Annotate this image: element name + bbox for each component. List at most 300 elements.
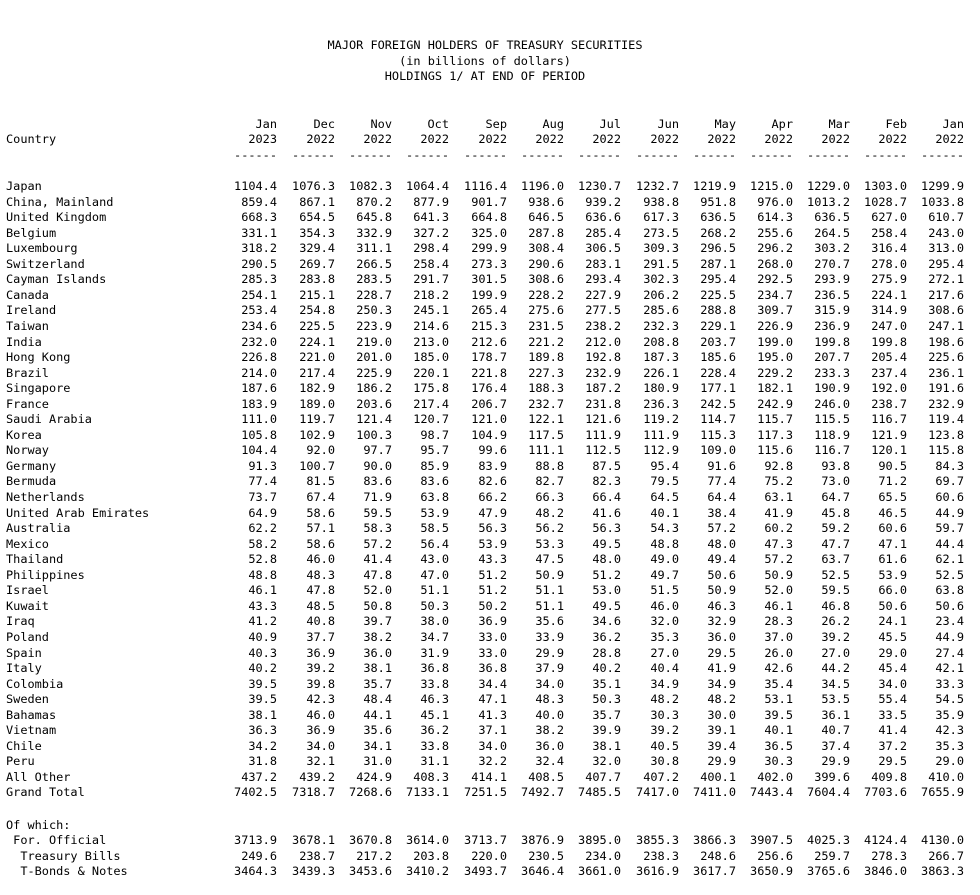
holding-value: 54.3 bbox=[650, 521, 679, 535]
holding-value: 226.8 bbox=[241, 350, 277, 364]
holding-value: 47.1 bbox=[878, 537, 907, 551]
holding-value: 40.1 bbox=[764, 723, 793, 737]
holding-value: 178.7 bbox=[471, 350, 507, 364]
holding-value: 52.0 bbox=[363, 583, 392, 597]
holding-value: 40.2 bbox=[248, 661, 277, 675]
holding-value: 182.9 bbox=[299, 381, 335, 395]
holding-value: 36.9 bbox=[306, 723, 335, 737]
holding-value: 327.2 bbox=[413, 226, 449, 240]
holding-value: 50.6 bbox=[878, 599, 907, 613]
holding-value: 51.5 bbox=[650, 583, 679, 597]
holding-value: 30.8 bbox=[650, 754, 679, 768]
holding-value: 61.6 bbox=[878, 552, 907, 566]
country-name: Netherlands bbox=[6, 490, 85, 504]
holding-value: 243.0 bbox=[928, 226, 964, 240]
holding-value: 287.8 bbox=[528, 226, 564, 240]
of-which-value: 230.5 bbox=[528, 849, 564, 863]
holding-value: 402.0 bbox=[757, 770, 793, 784]
holding-value: 83.9 bbox=[478, 459, 507, 473]
holding-value: 98.7 bbox=[420, 428, 449, 442]
holding-value: 617.3 bbox=[643, 210, 679, 224]
holding-value: 29.0 bbox=[935, 754, 964, 768]
column-underline: ------ bbox=[578, 148, 621, 162]
holding-value: 308.6 bbox=[928, 303, 964, 317]
of-which-value: 3866.3 bbox=[693, 833, 736, 847]
holding-value: 295.4 bbox=[928, 257, 964, 271]
holding-value: 29.5 bbox=[878, 754, 907, 768]
holding-value: 39.1 bbox=[707, 723, 736, 737]
holding-value: 199.8 bbox=[871, 335, 907, 349]
holding-value: 7485.5 bbox=[578, 785, 621, 799]
holding-value: 50.3 bbox=[592, 692, 621, 706]
holding-value: 237.4 bbox=[871, 366, 907, 380]
holding-value: 44.1 bbox=[363, 708, 392, 722]
holding-value: 227.3 bbox=[528, 366, 564, 380]
holding-value: 60.6 bbox=[878, 521, 907, 535]
holding-value: 116.7 bbox=[871, 412, 907, 426]
holding-value: 62.2 bbox=[248, 521, 277, 535]
holding-value: 34.7 bbox=[420, 630, 449, 644]
holding-value: 77.4 bbox=[248, 474, 277, 488]
of-which-value: 278.3 bbox=[871, 849, 907, 863]
column-year: 2022 bbox=[707, 132, 736, 146]
holding-value: 199.8 bbox=[814, 335, 850, 349]
country-name: Saudi Arabia bbox=[6, 412, 92, 426]
holding-value: 48.3 bbox=[535, 692, 564, 706]
holding-value: 54.5 bbox=[935, 692, 964, 706]
holding-value: 53.9 bbox=[478, 537, 507, 551]
column-underline: ------ bbox=[406, 148, 449, 162]
holding-value: 32.0 bbox=[592, 754, 621, 768]
holding-value: 7251.5 bbox=[464, 785, 507, 799]
holding-value: 33.3 bbox=[935, 677, 964, 691]
country-name: Poland bbox=[6, 630, 49, 644]
holding-value: 291.7 bbox=[413, 272, 449, 286]
holding-value: 40.3 bbox=[248, 646, 277, 660]
holding-value: 268.0 bbox=[757, 257, 793, 271]
holding-value: 224.1 bbox=[299, 335, 335, 349]
holding-value: 290.5 bbox=[241, 257, 277, 271]
country-name: Singapore bbox=[6, 381, 71, 395]
holding-value: 65.5 bbox=[878, 490, 907, 504]
holding-value: 122.1 bbox=[528, 412, 564, 426]
holding-value: 35.7 bbox=[363, 677, 392, 691]
column-underline: ------ bbox=[864, 148, 907, 162]
holding-value: 221.8 bbox=[471, 366, 507, 380]
holding-value: 34.0 bbox=[878, 677, 907, 691]
holding-value: 407.7 bbox=[585, 770, 621, 784]
holding-value: 33.9 bbox=[535, 630, 564, 644]
holding-value: 325.0 bbox=[471, 226, 507, 240]
holding-value: 287.1 bbox=[700, 257, 736, 271]
holding-value: 66.2 bbox=[478, 490, 507, 504]
holding-value: 57.2 bbox=[707, 521, 736, 535]
holding-value: 30.0 bbox=[707, 708, 736, 722]
holding-value: 242.9 bbox=[757, 397, 793, 411]
country-name: Sweden bbox=[6, 692, 49, 706]
holding-value: 31.9 bbox=[420, 646, 449, 660]
holding-value: 247.0 bbox=[871, 319, 907, 333]
holding-value: 410.0 bbox=[928, 770, 964, 784]
holding-value: 654.5 bbox=[299, 210, 335, 224]
holding-value: 247.1 bbox=[928, 319, 964, 333]
holding-value: 231.8 bbox=[585, 397, 621, 411]
column-month: Jan bbox=[255, 117, 277, 131]
holding-value: 234.7 bbox=[757, 288, 793, 302]
holding-value: 51.1 bbox=[535, 583, 564, 597]
holding-value: 63.8 bbox=[935, 583, 964, 597]
of-which-value: 3617.7 bbox=[693, 864, 736, 878]
holding-value: 34.0 bbox=[306, 739, 335, 753]
holding-value: 219.0 bbox=[356, 335, 392, 349]
holding-value: 49.5 bbox=[592, 599, 621, 613]
holding-value: 57.2 bbox=[764, 552, 793, 566]
holding-value: 50.9 bbox=[535, 568, 564, 582]
holding-value: 306.5 bbox=[585, 241, 621, 255]
holding-value: 104.4 bbox=[241, 443, 277, 457]
holding-value: 39.4 bbox=[707, 739, 736, 753]
country-name: Bermuda bbox=[6, 474, 57, 488]
holding-value: 266.5 bbox=[356, 257, 392, 271]
holding-value: 938.6 bbox=[528, 195, 564, 209]
holding-value: 229.1 bbox=[700, 319, 736, 333]
country-name: Luxembourg bbox=[6, 241, 78, 255]
of-which-value: 3650.9 bbox=[750, 864, 793, 878]
holding-value: 227.9 bbox=[585, 288, 621, 302]
holding-value: 105.8 bbox=[241, 428, 277, 442]
holding-value: 47.8 bbox=[363, 568, 392, 582]
of-which-value: 203.8 bbox=[413, 849, 449, 863]
holding-value: 220.1 bbox=[413, 366, 449, 380]
holding-value: 123.8 bbox=[928, 428, 964, 442]
holding-value: 38.2 bbox=[363, 630, 392, 644]
of-which-value: 4130.0 bbox=[921, 833, 964, 847]
holding-value: 221.0 bbox=[299, 350, 335, 364]
holding-value: 1215.0 bbox=[750, 179, 793, 193]
holding-value: 228.4 bbox=[700, 366, 736, 380]
holding-value: 414.1 bbox=[471, 770, 507, 784]
holding-value: 41.4 bbox=[363, 552, 392, 566]
holding-value: 43.0 bbox=[420, 552, 449, 566]
holding-value: 109.0 bbox=[700, 443, 736, 457]
holding-value: 52.0 bbox=[764, 583, 793, 597]
holding-value: 7402.5 bbox=[234, 785, 277, 799]
holding-value: 40.2 bbox=[592, 661, 621, 675]
column-year: 2022 bbox=[420, 132, 449, 146]
holding-value: 218.2 bbox=[413, 288, 449, 302]
holding-value: 1013.2 bbox=[807, 195, 850, 209]
holding-value: 114.7 bbox=[700, 412, 736, 426]
country-name: United Arab Emirates bbox=[6, 506, 150, 520]
holding-value: 901.7 bbox=[471, 195, 507, 209]
holding-value: 60.6 bbox=[935, 490, 964, 504]
holding-value: 309.7 bbox=[757, 303, 793, 317]
column-month: Nov bbox=[370, 117, 392, 131]
holding-value: 104.9 bbox=[471, 428, 507, 442]
holding-value: 201.0 bbox=[356, 350, 392, 364]
column-month: Jan bbox=[942, 117, 964, 131]
holding-value: 186.2 bbox=[356, 381, 392, 395]
holding-value: 115.7 bbox=[757, 412, 793, 426]
of-which-name: Treasury Bills bbox=[6, 849, 121, 863]
holding-value: 292.5 bbox=[757, 272, 793, 286]
holding-value: 56.4 bbox=[420, 537, 449, 551]
column-underline: ------ bbox=[807, 148, 850, 162]
column-year: 2022 bbox=[535, 132, 564, 146]
holding-value: 119.4 bbox=[928, 412, 964, 426]
holding-value: 309.3 bbox=[643, 241, 679, 255]
holding-value: 121.4 bbox=[356, 412, 392, 426]
holding-value: 34.9 bbox=[707, 677, 736, 691]
holding-value: 26.2 bbox=[821, 614, 850, 628]
holding-value: 225.9 bbox=[356, 366, 392, 380]
holding-value: 192.0 bbox=[871, 381, 907, 395]
holding-value: 32.1 bbox=[306, 754, 335, 768]
holding-value: 50.2 bbox=[478, 599, 507, 613]
of-which-value: 3713.9 bbox=[234, 833, 277, 847]
holding-value: 83.6 bbox=[363, 474, 392, 488]
holding-value: 40.4 bbox=[650, 661, 679, 675]
holding-value: 42.3 bbox=[306, 692, 335, 706]
holding-value: 71.2 bbox=[878, 474, 907, 488]
holding-value: 1219.9 bbox=[693, 179, 736, 193]
holding-value: 199.9 bbox=[471, 288, 507, 302]
holding-value: 119.7 bbox=[299, 412, 335, 426]
holding-value: 116.7 bbox=[814, 443, 850, 457]
holding-value: 97.7 bbox=[363, 443, 392, 457]
holding-value: 48.4 bbox=[363, 692, 392, 706]
holding-value: 1033.8 bbox=[921, 195, 964, 209]
holding-value: 42.3 bbox=[935, 723, 964, 737]
holding-value: 77.4 bbox=[707, 474, 736, 488]
holding-value: 58.6 bbox=[306, 537, 335, 551]
holding-value: 217.6 bbox=[928, 288, 964, 302]
holding-value: 36.2 bbox=[420, 723, 449, 737]
country-name: Italy bbox=[6, 661, 42, 675]
holding-value: 236.5 bbox=[814, 288, 850, 302]
holding-value: 37.1 bbox=[478, 723, 507, 737]
of-which-value: 3907.5 bbox=[750, 833, 793, 847]
holding-value: 268.2 bbox=[700, 226, 736, 240]
holding-value: 1082.3 bbox=[349, 179, 392, 193]
of-which-value: 3678.1 bbox=[292, 833, 335, 847]
holding-value: 408.5 bbox=[528, 770, 564, 784]
holding-value: 51.1 bbox=[535, 599, 564, 613]
holding-value: 34.5 bbox=[821, 677, 850, 691]
holding-value: 36.9 bbox=[306, 646, 335, 660]
holding-value: 7318.7 bbox=[292, 785, 335, 799]
holding-value: 52.8 bbox=[248, 552, 277, 566]
holding-value: 31.1 bbox=[420, 754, 449, 768]
holding-value: 66.3 bbox=[535, 490, 564, 504]
holding-value: 272.1 bbox=[928, 272, 964, 286]
holding-value: 50.9 bbox=[764, 568, 793, 582]
country-header: Country bbox=[6, 132, 57, 146]
holding-value: 64.4 bbox=[707, 490, 736, 504]
holding-value: 47.5 bbox=[535, 552, 564, 566]
holding-value: 182.1 bbox=[757, 381, 793, 395]
holding-value: 49.5 bbox=[592, 537, 621, 551]
holding-value: 254.1 bbox=[241, 288, 277, 302]
holding-value: 37.9 bbox=[535, 661, 564, 675]
holding-value: 1104.4 bbox=[234, 179, 277, 193]
holding-value: 36.9 bbox=[478, 614, 507, 628]
holding-value: 100.7 bbox=[299, 459, 335, 473]
holding-value: 254.8 bbox=[299, 303, 335, 317]
holding-value: 302.3 bbox=[643, 272, 679, 286]
country-name: Iraq bbox=[6, 614, 35, 628]
holding-value: 112.5 bbox=[585, 443, 621, 457]
holding-value: 32.4 bbox=[535, 754, 564, 768]
holding-value: 238.2 bbox=[585, 319, 621, 333]
holding-value: 111.1 bbox=[528, 443, 564, 457]
of-which-value: 3765.6 bbox=[807, 864, 850, 878]
column-month: Aug bbox=[542, 117, 564, 131]
column-underline: ------ bbox=[464, 148, 507, 162]
report-period: HOLDINGS 1/ AT END OF PERIOD bbox=[384, 69, 586, 83]
holding-value: 217.4 bbox=[413, 397, 449, 411]
of-which-value: 249.6 bbox=[241, 849, 277, 863]
country-name: All Other bbox=[6, 770, 71, 784]
holding-value: 225.5 bbox=[700, 288, 736, 302]
holding-value: 938.8 bbox=[643, 195, 679, 209]
holding-value: 187.6 bbox=[241, 381, 277, 395]
holding-value: 27.0 bbox=[821, 646, 850, 660]
holding-value: 234.6 bbox=[241, 319, 277, 333]
column-underline: ------ bbox=[521, 148, 564, 162]
holding-value: 7604.4 bbox=[807, 785, 850, 799]
holding-value: 90.5 bbox=[878, 459, 907, 473]
holding-value: 258.4 bbox=[413, 257, 449, 271]
holding-value: 40.1 bbox=[650, 506, 679, 520]
holding-value: 95.7 bbox=[420, 443, 449, 457]
holding-value: 51.2 bbox=[478, 568, 507, 582]
column-underline: ------ bbox=[292, 148, 335, 162]
holding-value: 939.2 bbox=[585, 195, 621, 209]
holding-value: 44.4 bbox=[935, 537, 964, 551]
holding-value: 1028.7 bbox=[864, 195, 907, 209]
holding-value: 232.3 bbox=[643, 319, 679, 333]
holding-value: 56.2 bbox=[535, 521, 564, 535]
holding-value: 38.4 bbox=[707, 506, 736, 520]
country-name: Philippines bbox=[6, 568, 85, 582]
holding-value: 58.6 bbox=[306, 506, 335, 520]
holding-value: 250.3 bbox=[356, 303, 392, 317]
holding-value: 121.0 bbox=[471, 412, 507, 426]
holding-value: 285.6 bbox=[643, 303, 679, 317]
holding-value: 31.8 bbox=[248, 754, 277, 768]
holding-value: 47.7 bbox=[821, 537, 850, 551]
holding-value: 33.5 bbox=[878, 708, 907, 722]
country-name: Spain bbox=[6, 646, 42, 660]
country-name: Colombia bbox=[6, 677, 64, 691]
holding-value: 424.9 bbox=[356, 770, 392, 784]
holding-value: 332.9 bbox=[356, 226, 392, 240]
holding-value: 183.9 bbox=[241, 397, 277, 411]
holding-value: 35.3 bbox=[935, 739, 964, 753]
holding-value: 308.6 bbox=[528, 272, 564, 286]
of-which-value: 3439.3 bbox=[292, 864, 335, 878]
holding-value: 46.3 bbox=[707, 599, 736, 613]
holding-value: 50.8 bbox=[363, 599, 392, 613]
holding-value: 53.1 bbox=[764, 692, 793, 706]
holding-value: 214.6 bbox=[413, 319, 449, 333]
holding-value: 29.9 bbox=[707, 754, 736, 768]
holding-value: 7417.0 bbox=[636, 785, 679, 799]
holding-value: 102.9 bbox=[299, 428, 335, 442]
holding-value: 92.8 bbox=[764, 459, 793, 473]
holding-value: 36.8 bbox=[478, 661, 507, 675]
holding-value: 7443.4 bbox=[750, 785, 793, 799]
holding-value: 48.3 bbox=[306, 568, 335, 582]
holding-value: 36.3 bbox=[248, 723, 277, 737]
holding-value: 73.7 bbox=[248, 490, 277, 504]
holding-value: 91.6 bbox=[707, 459, 736, 473]
country-name: Mexico bbox=[6, 537, 49, 551]
holding-value: 44.9 bbox=[935, 630, 964, 644]
holding-value: 64.5 bbox=[650, 490, 679, 504]
holding-value: 314.9 bbox=[871, 303, 907, 317]
holding-value: 255.6 bbox=[757, 226, 793, 240]
holding-value: 228.2 bbox=[528, 288, 564, 302]
country-name: Cayman Islands bbox=[6, 272, 107, 286]
holding-value: 7411.0 bbox=[693, 785, 736, 799]
holding-value: 1229.0 bbox=[807, 179, 850, 193]
holding-value: 38.1 bbox=[363, 661, 392, 675]
holding-value: 48.0 bbox=[707, 537, 736, 551]
holding-value: 627.0 bbox=[871, 210, 907, 224]
holding-value: 236.9 bbox=[814, 319, 850, 333]
holding-value: 119.2 bbox=[643, 412, 679, 426]
holding-value: 212.6 bbox=[471, 335, 507, 349]
column-month: May bbox=[714, 117, 736, 131]
report-title: MAJOR FOREIGN HOLDERS OF TREASURY SECURITIES bbox=[327, 38, 643, 52]
country-name: China, Mainland bbox=[6, 195, 114, 209]
holding-value: 28.3 bbox=[764, 614, 793, 628]
holding-value: 121.9 bbox=[871, 428, 907, 442]
of-which-value: 4124.4 bbox=[864, 833, 907, 847]
holding-value: 64.7 bbox=[821, 490, 850, 504]
holding-value: 236.3 bbox=[643, 397, 679, 411]
holding-value: 213.0 bbox=[413, 335, 449, 349]
holding-value: 226.1 bbox=[643, 366, 679, 380]
column-year: 2022 bbox=[650, 132, 679, 146]
holding-value: 285.4 bbox=[585, 226, 621, 240]
holding-value: 7655.9 bbox=[921, 785, 964, 799]
holding-value: 33.8 bbox=[420, 739, 449, 753]
of-which-value: 238.3 bbox=[643, 849, 679, 863]
column-year: 2022 bbox=[478, 132, 507, 146]
holding-value: 303.2 bbox=[814, 241, 850, 255]
of-which-label: Of which: bbox=[6, 818, 71, 832]
column-year: 2022 bbox=[363, 132, 392, 146]
country-name: Taiwan bbox=[6, 319, 49, 333]
holding-value: 41.2 bbox=[248, 614, 277, 628]
holding-value: 35.6 bbox=[535, 614, 564, 628]
holding-value: 49.0 bbox=[650, 552, 679, 566]
holding-value: 641.3 bbox=[413, 210, 449, 224]
holding-value: 39.7 bbox=[363, 614, 392, 628]
holding-value: 35.9 bbox=[935, 708, 964, 722]
holding-value: 36.5 bbox=[764, 739, 793, 753]
country-name: Japan bbox=[6, 179, 42, 193]
country-name: Norway bbox=[6, 443, 49, 457]
holding-value: 38.0 bbox=[420, 614, 449, 628]
holding-value: 49.7 bbox=[650, 568, 679, 582]
holding-value: 40.0 bbox=[535, 708, 564, 722]
holding-value: 34.6 bbox=[592, 614, 621, 628]
holding-value: 636.5 bbox=[700, 210, 736, 224]
